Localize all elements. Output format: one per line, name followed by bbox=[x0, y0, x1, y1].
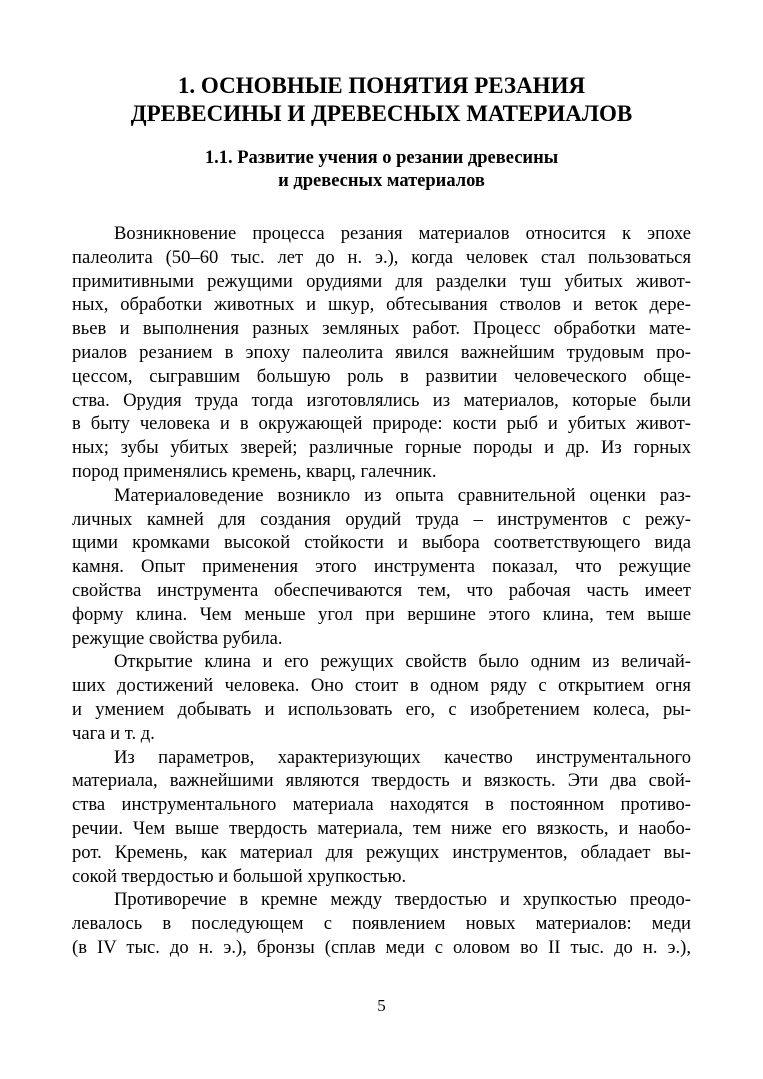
text-line: (в IV тыс. до н. э.), бронзы (сплав меди с оловом во II тыс. до н. э.), bbox=[72, 936, 691, 958]
text-line: камня. Опыт применения этого инструмента показал, что режущие bbox=[72, 556, 691, 578]
text-line: цессом, сыгравшим большую роль в развитии человеческого обще- bbox=[72, 365, 691, 387]
text-line: форму клина. Чем меньше угол при вершине этого клина, тем выше bbox=[72, 603, 691, 625]
text-line: ных, обработки животных и шкур, обтесывания стволов и веток дере- bbox=[72, 294, 691, 316]
text-line: рот. Кремень, как материал для режущих инструментов, обладает вы- bbox=[72, 841, 691, 863]
text-line: ства. Орудия труда тогда изготовлялись из материалов, которые были bbox=[72, 389, 691, 411]
text-line: ства инструментального материала находятся в постоянном противо- bbox=[72, 794, 691, 816]
text-line: Открытие клина и его режущих свойств было одним из величай- bbox=[114, 651, 691, 673]
text-line: Противоречие в кремне между твердостью и хрупкостью преодо- bbox=[114, 889, 691, 911]
text-line: чага и т. д. bbox=[72, 722, 155, 744]
chapter-title-line-1: 1. ОСНОВНЫЕ ПОНЯТИЯ РЕЗАНИЯ bbox=[177, 73, 586, 98]
text-line: палеолита (50–60 тыс. лет до н. э.), когда человек стал пользоваться bbox=[72, 246, 691, 268]
text-line: Материаловедение возникло из опыта сравнительной оценки раз- bbox=[114, 484, 691, 506]
text-line: пород применялись кремень, кварц, галечник. bbox=[72, 460, 437, 482]
paragraph bbox=[72, 888, 691, 959]
text-line: в быту человека и в окружающей природе: кости рыб и убитых живот- bbox=[72, 413, 691, 435]
paragraph bbox=[72, 650, 691, 745]
text-line: примитивными режущими орудиями для разделки туш убитых живот- bbox=[72, 270, 691, 292]
text-line: Из параметров, характеризующих качество инструментального bbox=[114, 746, 691, 768]
document-page bbox=[72, 0, 691, 1079]
text-line: щими кромками высокой стойкости и выбора соответствующего вида bbox=[72, 532, 691, 554]
paragraph bbox=[72, 484, 691, 651]
text-line: вьев и выполнения разных земляных работ. Процесс обработки мате- bbox=[72, 318, 691, 340]
text-line: ших достижений человека. Оно стоит в одном ряду с открытием огня bbox=[72, 675, 691, 697]
text-line: материала, важнейшими являются твердость и вязкость. Эти два свой- bbox=[72, 770, 691, 792]
text-line: свойства инструмента обеспечиваются тем, что рабочая часть имеет bbox=[72, 579, 691, 601]
paragraph bbox=[72, 222, 691, 484]
text-line: личных камней для создания орудий труда – инструментов с режу- bbox=[72, 508, 691, 530]
text-line: риалов резанием в эпоху палеолита явился важнейшим трудовым про- bbox=[72, 341, 691, 363]
text-line: речии. Чем выше твердость материала, тем ниже его вязкость, и наобо- bbox=[72, 817, 691, 839]
text-line: и умением добывать и использовать его, с изобретением колеса, ры- bbox=[72, 698, 691, 720]
paragraph bbox=[72, 746, 691, 889]
text-line: ных; зубы убитых зверей; различные горные породы и др. Из горных bbox=[72, 437, 691, 459]
text-line: сокой твердостью и большой хрупкостью. bbox=[72, 865, 407, 887]
section-title bbox=[72, 147, 691, 193]
text-line: левалось в последующем с появлением новых материалов: меди bbox=[72, 913, 691, 935]
chapter-title bbox=[72, 72, 691, 128]
body-text bbox=[72, 222, 691, 960]
page-number: 5 bbox=[377, 996, 386, 1015]
chapter-title-line-2: ДРЕВЕСИНЫ И ДРЕВЕСНЫХ МАТЕРИАЛОВ bbox=[130, 101, 633, 126]
text-line: Возникновение процесса резания материалов относится к эпохе bbox=[114, 223, 691, 244]
section-title-line-1: 1.1. Развитие учения о резании древесины bbox=[204, 148, 559, 168]
section-title-line-2: и древесных материалов bbox=[278, 171, 485, 191]
text-line: режущие свойства рубила. bbox=[72, 627, 283, 649]
